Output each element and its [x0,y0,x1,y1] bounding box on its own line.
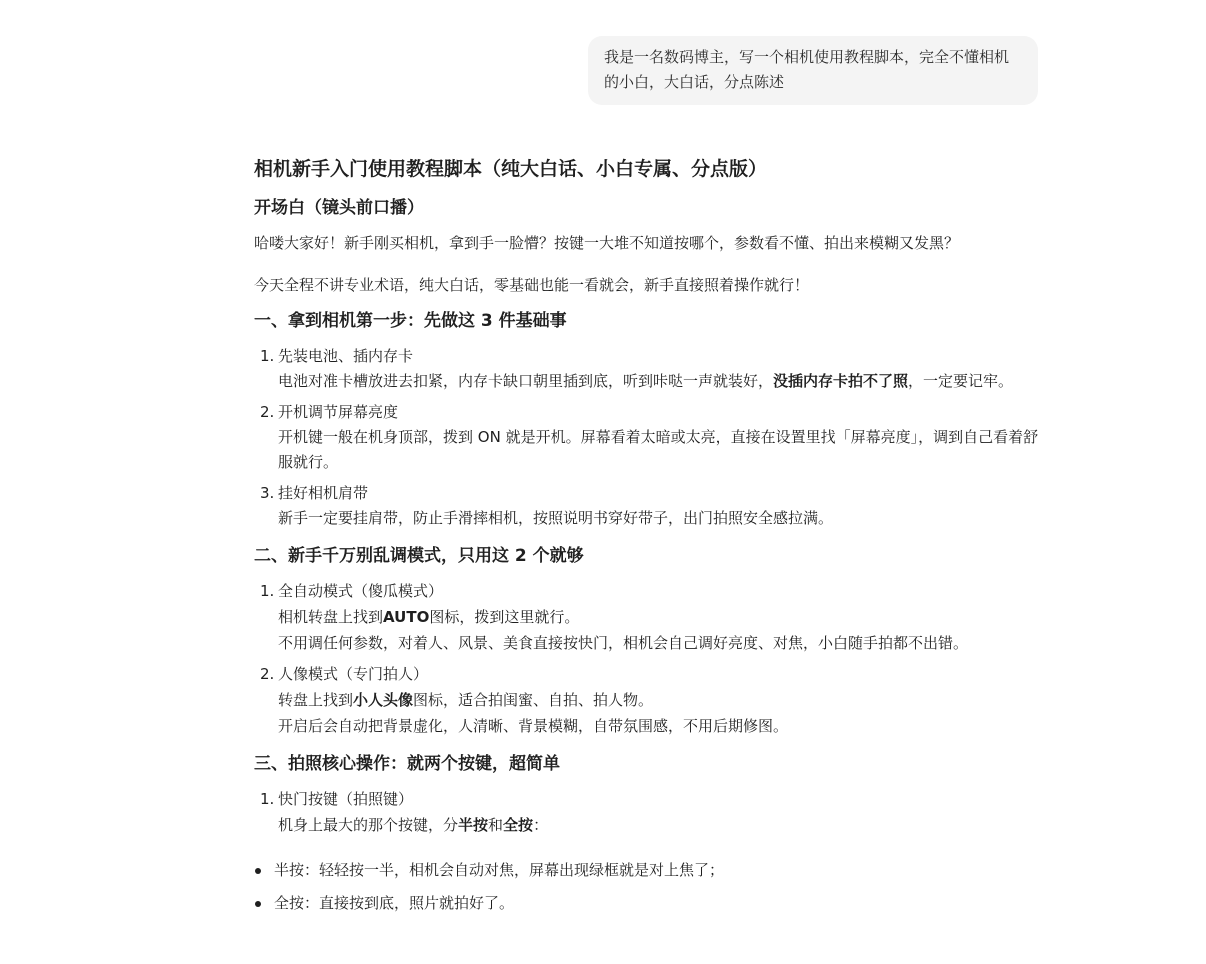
list-item-title: 挂好相机肩带 [278,484,369,502]
bold-text: 全按 [503,816,534,834]
list-item [254,400,1044,475]
list-item-number: 1. [260,790,275,808]
list-item-number: 2. [260,403,275,421]
section3-heading: 三、拍照核心操作：就两个按键，超简单 [254,754,560,774]
section3-bullets [254,857,1044,916]
section2-heading: 二、新手千万别乱调模式，只用这 2 个就够 [254,546,584,566]
list-item-line: 不用调任何参数，对着人、风景、美食直接按快门，相机会自己调好亮度、对焦，小白随手拍都不出错。 [278,634,969,652]
list-item-title: 快门按键（拍照键） [278,790,414,808]
list-item [254,662,1044,739]
section1-list [254,344,1044,531]
answer-title: 相机新手入门使用教程脚本（纯大白话、小白专属、分点版） [254,158,768,180]
bold-text: 半按 [458,816,489,834]
list-item-line: 相机转盘上找到AUTO图标，拨到这里就行。 [278,608,580,626]
bullet-dot-icon [255,901,261,907]
list-item [254,787,1044,838]
list-item-number: 1. [260,347,275,365]
list-item-title: 开机调节屏幕亮度 [278,403,399,421]
section1-heading: 一、拿到相机第一步：先做这 3 件基础事 [254,311,567,331]
list-item-number: 1. [260,582,275,600]
list-item [254,579,1044,656]
bullet-dot-icon [255,868,261,874]
opening-paragraph-2: 今天全程不讲专业术语，纯大白话，零基础也能一看就会，新手直接照着操作就行！ [254,276,810,294]
section3-list [254,787,1044,838]
list-item-line: 开启后会自动把背景虚化，人清晰、背景模糊，自带氛围感，不用后期修图。 [278,717,789,735]
list-item-line: 机身上最大的那个按键，分半按和全按： [278,816,549,834]
bullet-text: 半按：轻轻按一半，相机会自动对焦，屏幕出现绿框就是对上焦了； [274,861,725,879]
bold-text: 小人头像 [353,691,414,709]
assistant-answer [254,152,1044,916]
bold-text: AUTO [383,608,430,626]
list-item [254,481,1044,531]
list-item-number: 3. [260,484,275,502]
bold-text: 没插内存卡拍不了照 [773,372,909,390]
list-item-body: 新手一定要挂肩带，防止手滑摔相机，按照说明书穿好带子，出门拍照安全感拉满。 [278,509,834,527]
section2-list [254,579,1044,739]
user-message-bubble [588,36,1038,105]
list-item [254,344,1044,394]
bullet-item [254,890,1044,916]
bullet-item [254,857,1044,883]
bullet-text: 全按：直接按到底，照片就拍好了。 [274,894,515,912]
list-item-body: 开机键一般在机身顶部，拨到 ON 就是开机。屏幕看着太暗或太亮，直接在设置里找「屏幕亮度」，调到自己看着舒服就行。 [278,428,1039,471]
opening-heading: 开场白（镜头前口播） [254,198,424,218]
list-item-body: 电池对准卡槽放进去扣紧，内存卡缺口朝里插到底，听到咔哒一声就装好，没插内存卡拍不了照，一定要记牢。 [278,372,1014,390]
opening-paragraph-1: 哈喽大家好！新手刚买相机，拿到手一脸懵？按键一大堆不知道按哪个，参数看不懂、拍出来模糊又发黑？ [254,234,960,252]
list-item-line: 转盘上找到小人头像图标，适合拍闺蜜、自拍、拍人物。 [278,691,654,709]
list-item-number: 2. [260,665,275,683]
user-message-text: 我是一名数码博主，写一个相机使用教程脚本，完全不懂相机的小白，大白话，分点陈述 [604,48,1010,91]
list-item-title: 全自动模式（傻瓜模式） [278,582,444,600]
list-item-title: 人像模式（专门拍人） [278,665,429,683]
list-item-title: 先装电池、插内存卡 [278,347,414,365]
